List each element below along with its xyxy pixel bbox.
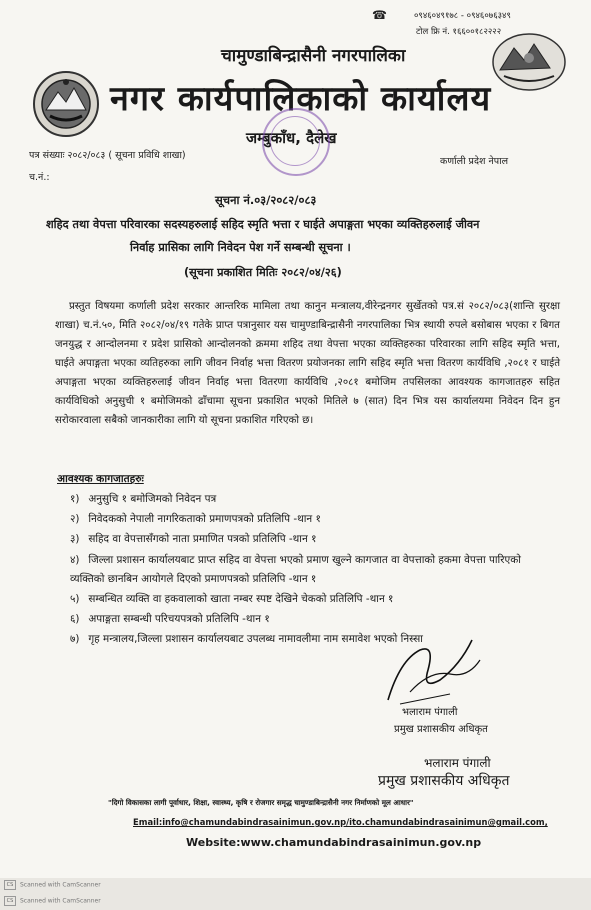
requirement-text: जिल्ला प्रशासन कार्यालयबाट प्राप्त सहिद वा वेपत्ता भएको प्रमाण खुल्ने कागजात वा वेपत्ताको हकमा वेपत्ता पारिएको व्यक्तिको छानबिन आयोगले दिएको प्रमाणपत्रको प्रतिलिपि -थान १ — [70, 554, 521, 585]
requirement-number: १) — [70, 493, 80, 505]
requirement-text: सहिद वा वेपत्तासँगको नाता प्रमाणित पत्रको प्रतिलिपि -थान १ — [88, 533, 317, 545]
footer-website: Website:www.chamundabindrasainimun.gov.np — [186, 836, 482, 849]
province-name: कर्णाली प्रदेश नेपाल — [440, 156, 509, 167]
requirement-item — [70, 632, 423, 646]
requirement-text: अनुसुचि १ बमोजिमको निवेदन पत्र — [88, 493, 217, 505]
scanner-watermark — [4, 880, 101, 890]
footer-email: Email:info@chamundabindrasainimun.gov.np/ito.chamundabindrasainimun@gmail.com, — [133, 817, 548, 827]
requirement-number: ६) — [70, 613, 80, 625]
signatory-designation: प्रमुख प्रशासकीय अधिकृत — [378, 773, 510, 789]
office-seal-inner — [270, 116, 320, 166]
requirement-item — [70, 532, 316, 546]
requirement-number: ३) — [70, 533, 80, 545]
requirement-text: गृह मन्त्रालय,जिल्ला प्रशासन कार्यालयबाट उपलब्ध नामावलीमा नाम समावेश भएको निस्सा — [88, 633, 423, 645]
notice-published-date: (सूचना प्रकाशित मितिः २०८२/०४/२६) — [184, 266, 342, 279]
office-location: जम्बुकाँध, दैलेख — [246, 129, 337, 147]
requirements-heading: आवश्यक कागजातहरुः — [57, 473, 144, 485]
municipality-logo — [490, 32, 568, 92]
camscanner-icon: CS — [4, 896, 16, 906]
stamp-signatory-designation: प्रमुख प्रशासकीय अधिकृत — [394, 724, 488, 735]
camscanner-icon: CS — [4, 880, 16, 890]
notice-number: सूचना नं.०३/२०८२/०८३ — [215, 193, 317, 207]
requirement-text: सम्बन्धित व्यक्ति वा हकवालाको खाता नम्बर स्पष्ट देखिने चेकको प्रतिलिपि -थान १ — [88, 593, 394, 605]
notice-title-line1: शहिद तथा वेपत्ता परिवारका सदस्यहरुलाई सहिद स्मृति भत्ता र घाईते अपाङ्गता भएका व्यक्तिहरुलाई जीवन — [46, 218, 480, 231]
toll-free-number: टोल फ्रि नं. १६६००१८२२२२ — [416, 27, 502, 37]
phone-numbers: ०९४६०४९१७८ - ०९४६०७६३४९ — [414, 11, 511, 21]
notice-body-paragraph: प्रस्तुत विषयमा कर्णाली प्रदेश सरकार आन्तरिक मामिला तथा कानुन मन्त्रालय,वीरेन्द्रनगर सुर्खेतको पत्र.सं २०८२/०८३(शान्ति सुरक्षा शाखा) च.नं.५०, मिति २०८२/०४/१९ गतेके प्राप्त पत्रानुसार यस चामुण्डाबिन्द्रासैनी नगरपालिका भित्र स्थायी रुपले बसोबास भएका र बिगत जनयुद्ध र आन्दोलनमा र प्रदेश प्रासिको आन्दोलनको क्रममा शहिद तथा वेपत्ता भएका व्यक्तिहरुका परिवारका लागि सहिद स्मृति भत्ता, घाईते अपाङ्गता भएका व्यतिहरुका लागि जीवन निर्वाह भत्ता वितरण प्रयोजनका लागि सहिद स्मृति भत्ता वितरण कार्यविधि ,२०८१ र घाईते अपाङ्गता भएका व्यक्तिहरुलाई जीवन निर्वाह भत्ता वितरणा कार्यविधि ,२०८१ बमोजिम तपसिलका आवश्यक कागजातहरु सहित कार्यविधिको अनुसुची १ बमोजिमको ढाँचामा सूचना प्रकाशित भएको मितिले ७ (सात) दिन भित्र यस कार्यालयमा निवेदन दिन हुन सरोकारवाला सबैको जानकारीका लागि यो सूचना प्रकाशित गरिएको छ। — [55, 301, 560, 426]
requirement-number: २) — [70, 513, 80, 525]
municipality-name: चामुण्डाबिन्द्रासैनी नगरपालिका — [221, 46, 406, 66]
letter-number: पत्र संख्याः २०८२/०८३ ( सूचना प्रविधि शाखा) — [29, 150, 186, 161]
requirement-number: ५) — [70, 593, 80, 605]
office-title: नगर कार्यपालिकाको कार्यालय — [110, 79, 492, 119]
signatory-name: भलाराम पंगाली — [424, 756, 491, 770]
requirement-item — [70, 612, 270, 626]
scanner-watermark-text: Scanned with CamScanner — [20, 897, 101, 905]
phone-icon: ☎ — [372, 8, 387, 22]
notice-title-line2: निर्वाह प्रासिका लागि निवेदन पेश गर्ने सम्बन्धी सूचना । — [130, 241, 351, 254]
stamp-signatory-name: भलाराम पंगाली — [402, 707, 458, 718]
requirement-number: ७) — [70, 633, 80, 645]
requirement-text: अपाङ्गता सम्बन्धी परिचयपत्रको प्रतिलिपि -थान १ — [88, 613, 270, 625]
requirement-number: ४) — [70, 554, 80, 566]
handwritten-signature — [380, 630, 490, 710]
nepal-emblem-logo — [32, 70, 100, 138]
requirement-item — [70, 492, 216, 506]
scanner-watermark — [4, 896, 101, 906]
dispatch-number: च.नं.: — [29, 172, 50, 183]
requirement-text: निवेदकको नेपाली नागरिकताको प्रमाणपत्रको प्रतिलिपि -थान १ — [88, 513, 321, 525]
requirement-item — [70, 551, 550, 589]
footer-slogan: "दिगो विकासका लागी पूर्वाधार, शिक्षा, स्वास्थ्य, कृषि र रोजगार समृद्ध चामुण्डाबिन्द्रासैनी नगर निर्माणको मूल आधार" — [108, 798, 414, 807]
requirement-item — [70, 592, 393, 606]
scanner-watermark-text: Scanned with CamScanner — [20, 881, 101, 889]
requirement-item — [70, 512, 321, 526]
